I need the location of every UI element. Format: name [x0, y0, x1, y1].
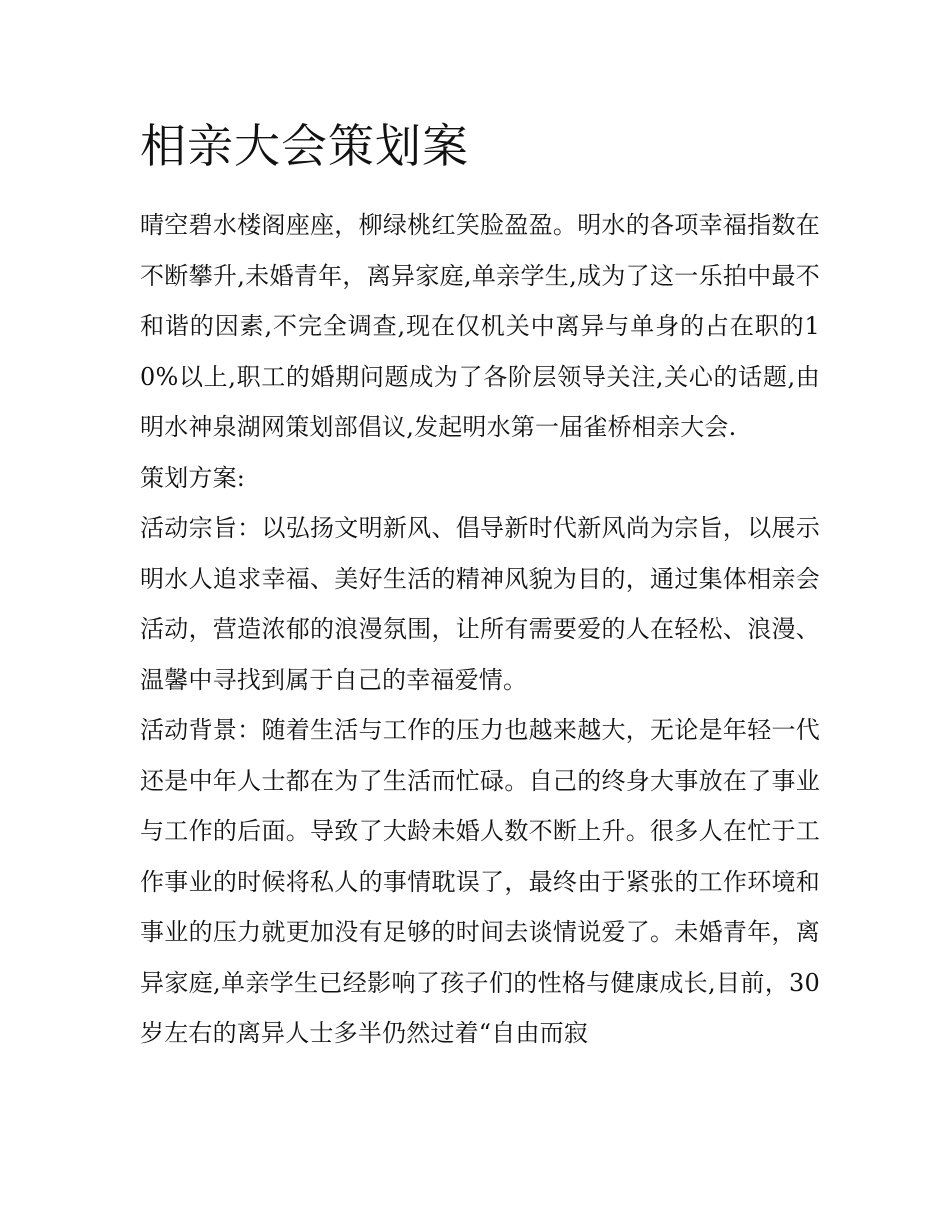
intro-paragraph: 晴空碧水楼阁座座，柳绿桃红笑脸盈盈。明水的各项幸福指数在不断攀升,未婚青年，离异家庭,单亲学生,成为了这一乐拍中最不和谐的因素,不完全调查,现在仅机关中离异与单身的占在职的10%以上,职工的婚期问题成为了各阶层领导关注,关心的话题,由明水神泉湖网策划部倡议,发起明水第一届雀桥相亲大会.: [140, 211, 820, 441]
document-body: [140, 112, 820, 1059]
purpose-paragraph: 活动宗旨：以弘扬文明新风、倡导新时代新风尚为宗旨，以展示明水人追求幸福、美好生活的精神风貌为目的，通过集体相亲会活动，营造浓郁的浪漫氛围，让所有需要爱的人在轻松、浪漫、温馨中寻找到属于自己的幸福爱情。: [140, 514, 820, 694]
document-title: 相亲大会策划案: [140, 119, 469, 173]
plan-heading: 策划方案:: [140, 463, 246, 492]
background-paragraph: 活动背景：随着生活与工作的压力也越来越大，无论是年轻一代还是中年人士都在为了生活而忙碌。自己的终身大事放在了事业与工作的后面。导致了大龄未婚人数不断上升。很多人在忙于工作事业的时候将私人的事情耽误了，最终由于紧张的工作环境和事业的压力就更加没有足够的时间去谈情说爱了。未婚青年，离异家庭,单亲学生已经影响了孩子们的性格与健康成长,目前，30岁左右的离异人士多半仍然过着“自由而寂: [140, 716, 820, 1047]
